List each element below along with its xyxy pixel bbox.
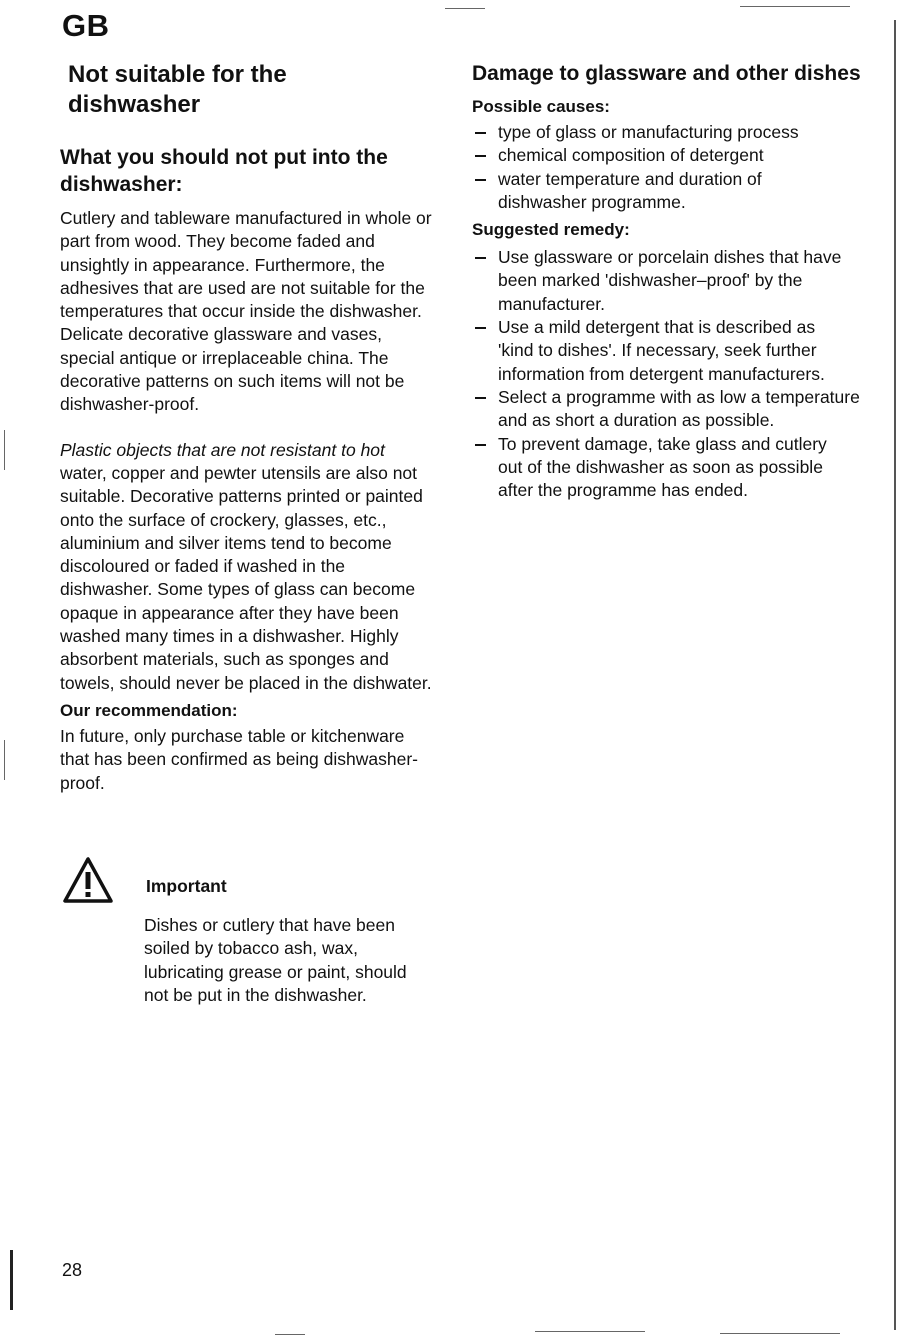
scan-mark-top — [445, 8, 485, 9]
list-item: Use glassware or porcelain dishes that have been marked 'dishwasher–proof' by the manufacturer. — [472, 246, 852, 316]
list-item: Use a mild detergent that is described as 'kind to dishes'. If necessary, seek further information from detergent manufacturers. — [472, 316, 838, 386]
list-item: Select a programme with as low a temperature and as short a duration as possible. — [472, 386, 868, 433]
section-title-damage: Damage to glassware and other dishes — [472, 62, 861, 85]
remedy-heading: Suggested remedy: — [472, 220, 630, 240]
list-item: To prevent damage, take glass and cutlery out of the dishwasher as soon as possible after the programme has ended. — [472, 433, 838, 503]
list-item: type of glass or manufacturing process — [472, 121, 852, 144]
warning-triangle-icon — [62, 856, 114, 904]
recommendation-heading: Our recommendation: — [60, 700, 238, 720]
scan-mark-left — [4, 430, 5, 470]
language-code: GB — [62, 8, 110, 43]
scan-edge-line-right — [894, 20, 896, 1330]
scan-mark-bottom-2 — [535, 1331, 645, 1332]
paragraph-plastic-items-rest: water, copper and pewter utensils are also not suitable. Decorative patterns printed or painted onto the surface of crockery, glasses, etc., aluminium and silver items tend to become discoloured or faded if washed in the dishwasher. Some types of glass can become opaque in appearance after they have been washed many times in a dishwasher. Highly absorbent materials, such as sponges and towels, should never be placed in the dishwater. — [60, 462, 432, 693]
causes-list — [472, 121, 852, 214]
important-title: Important — [146, 876, 227, 896]
causes-heading: Possible causes: — [472, 97, 610, 116]
paragraph-wood-items: Cutlery and tableware manufactured in whole or part from wood. They become faded and unsightly in appearance. Furthermore, the adhesives that are used are not suitable for the temperatures that occur inside the dishwasher. Delicate decorative glassware and vases, special antique or irreplaceable china. The decorative patterns on such items will not be dishwasher-proof. — [60, 208, 432, 415]
scan-mark-left-2 — [4, 740, 5, 780]
section-title-not-suitable: Not suitable for the dishwasher — [68, 61, 287, 118]
scan-mark-bottom-3 — [720, 1333, 840, 1334]
scan-mark-top-right — [740, 6, 850, 7]
important-text: Dishes or cutlery that have been soiled by tobacco ash, wax, lubricating grease or paint, should not be put in the dishwasher. — [144, 915, 407, 1005]
list-item: water temperature and duration of dishwasher programme. — [472, 168, 828, 215]
left-column — [60, 60, 440, 795]
scan-mark-bottom — [275, 1334, 305, 1335]
paragraph-plastic-items-lead: Plastic objects that are not resistant to hot — [60, 439, 385, 460]
page-number: 28 — [62, 1260, 83, 1280]
remedies-list — [472, 246, 860, 502]
subheading-what-not-to-put: What you should not put into the dishwasher: — [60, 146, 388, 196]
list-item: chemical composition of detergent — [472, 144, 852, 167]
right-column — [472, 60, 872, 502]
paragraph-plastic-items — [60, 439, 434, 695]
recommendation-text: In future, only purchase table or kitchenware that has been confirmed as being dishwasher-proof. — [60, 725, 418, 793]
scan-edge-line-left — [10, 1250, 13, 1310]
